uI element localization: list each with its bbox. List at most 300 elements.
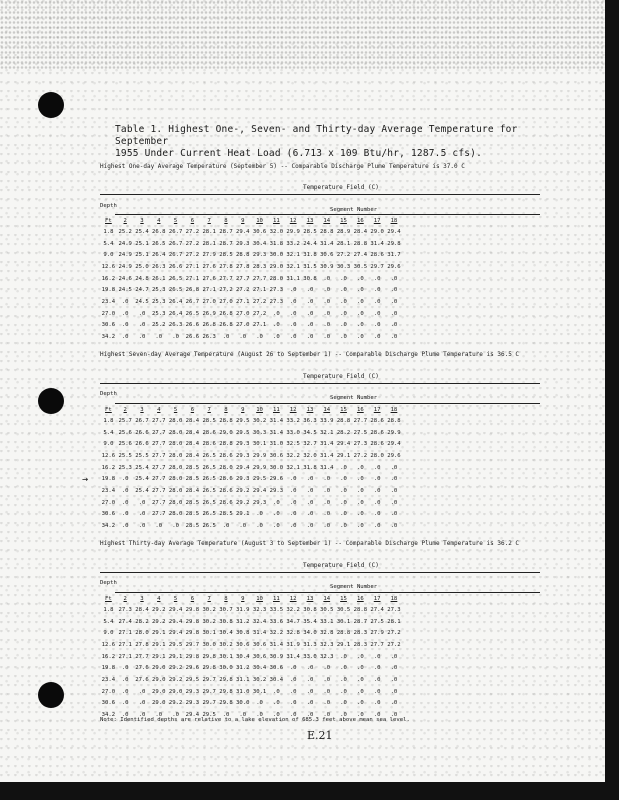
temperature-cell: 31.4: [252, 630, 267, 637]
temperature-cell: 26.6: [168, 263, 183, 270]
temperature-cell: 25.4: [135, 476, 149, 483]
depth-cell: 34.2: [101, 712, 116, 719]
temperature-cell: .0: [306, 334, 314, 341]
temperature-cell: .0: [356, 653, 364, 660]
temperature-cell: .0: [272, 310, 280, 317]
temperature-cell: .0: [340, 523, 347, 530]
temperature-cell: 26.8: [219, 322, 233, 329]
table-row: [100, 497, 402, 509]
temperature-cell: .0: [373, 676, 381, 683]
temperature-cell: 27.7: [152, 511, 166, 518]
depth-cell: 9.0: [103, 252, 114, 259]
temperature-cell: .0: [323, 310, 331, 317]
temperature-cell: .0: [340, 334, 347, 341]
temperature-cell: 28.4: [185, 429, 200, 436]
temperature-cell: 28.6: [202, 429, 216, 436]
temperature-cell: .0: [306, 476, 314, 483]
temperature-cell: 32.7: [303, 441, 317, 448]
temperature-cell: .0: [138, 712, 146, 719]
temperature-cell: 27.7: [370, 641, 384, 648]
temperature-cell: 29.1: [336, 452, 351, 459]
temperature-cell: 29.9: [286, 228, 300, 235]
table-row: [100, 473, 402, 485]
temperature-cell: 27.0: [236, 322, 250, 329]
temperature-cell: 29.4: [387, 441, 401, 448]
temperature-cell: 31.0: [236, 688, 250, 695]
depth-cell: 16.2: [101, 275, 116, 282]
scan-edge-bottom: [0, 782, 619, 800]
temperature-cell: .0: [289, 688, 297, 695]
temperature-cell: 24.6: [118, 275, 132, 282]
temperature-cell: 30.8: [303, 606, 317, 613]
temperature-cell: 32.3: [320, 653, 334, 660]
temperature-cell: 29.2: [152, 606, 166, 613]
temperature-cell: .0: [340, 310, 347, 317]
temperature-cell: 29.8: [219, 676, 233, 683]
segment-number-header: 17: [373, 218, 381, 224]
punch-hole-icon: [38, 92, 64, 118]
temperature-cell: .0: [356, 298, 364, 305]
segment-number-label: Segment Number: [330, 584, 378, 590]
temperature-cell: .0: [306, 310, 314, 317]
temperature-cell: 28.4: [185, 441, 200, 448]
temperature-cell: 32.5: [286, 441, 300, 448]
temperature-cell: 31.1: [286, 275, 300, 282]
temperature-cell: .0: [289, 476, 297, 483]
segment-number-header: 3: [140, 596, 144, 602]
temperature-cell: .0: [373, 700, 381, 707]
depth-cell: 12.6: [101, 263, 116, 270]
temperature-cell: .0: [256, 334, 263, 341]
table-row: [100, 261, 402, 273]
temperature-cell: 27.1: [118, 641, 132, 648]
temperature-cell: 30.8: [236, 630, 250, 637]
temperature-cell: 28.0: [168, 464, 183, 471]
temperature-cell: 33.0: [303, 653, 317, 660]
temperature-cell: .0: [121, 712, 129, 719]
footnote: Note: Identified depths are relative to a lake elevation of 685.3 feet above mean sea level.: [100, 717, 410, 723]
temperature-cell: 29.2: [168, 700, 183, 707]
temperature-cell: 30.5: [320, 606, 334, 613]
temperature-cell: .0: [390, 476, 398, 483]
temperature-cell: 30.4: [269, 676, 284, 683]
temperature-cell: .0: [272, 334, 280, 341]
segment-number-header: 2: [123, 407, 127, 413]
temperature-cell: .0: [373, 523, 381, 530]
segment-number-header: 4: [157, 407, 161, 413]
temperature-cell: 32.2: [286, 452, 300, 459]
temperature-cell: 30.5: [336, 606, 351, 613]
temperature-cell: 29.4: [168, 618, 183, 625]
segment-number-header: 13: [306, 218, 314, 224]
table-row: [100, 674, 402, 686]
temperature-cell: 26.5: [168, 287, 183, 294]
table-row: [100, 296, 402, 308]
segment-number-header: 15: [340, 407, 347, 413]
temperature-cell: 27.1: [202, 287, 216, 294]
depth-cell: 30.6: [101, 700, 116, 707]
temperature-cell: 27.2: [185, 240, 200, 247]
temperature-cell: .0: [323, 487, 331, 494]
segment-number-header: 18: [390, 218, 398, 224]
temperature-cell: .0: [239, 712, 247, 719]
column-header-row: [100, 594, 402, 604]
temperature-cell: 27.2: [252, 298, 267, 305]
temperature-cell: 25.3: [152, 287, 166, 294]
temperature-cell: 29.3: [185, 700, 200, 707]
temperature-cell: 31.4: [320, 240, 334, 247]
temperature-cell: .0: [306, 499, 314, 506]
temperature-cell: 26.5: [168, 275, 183, 282]
temperature-cell: .0: [272, 499, 280, 506]
temperature-cell: 29.0: [152, 676, 166, 683]
temperature-cell: .0: [323, 700, 331, 707]
depth-unit-header: Ft: [105, 596, 112, 602]
temperature-cell: 30.8: [303, 275, 317, 282]
temperature-cell: .0: [272, 700, 280, 707]
temperature-cell: 26.6: [185, 334, 200, 341]
temperature-cell: 29.9: [387, 429, 401, 436]
temperature-cell: .0: [306, 665, 314, 672]
temperature-cell: 25.3: [152, 298, 166, 305]
temperature-cell: 29.2: [152, 618, 166, 625]
temperature-cell: .0: [239, 523, 247, 530]
depth-cell: 30.6: [101, 511, 116, 518]
temperature-cell: .0: [306, 523, 314, 530]
temperature-cell: 28.0: [219, 464, 233, 471]
temperature-cell: 26.6: [135, 441, 149, 448]
temperature-cell: 26.3: [152, 263, 166, 270]
depth-cell: 1.8: [103, 606, 114, 613]
temperature-cell: .0: [306, 676, 314, 683]
temperature-cell: .0: [340, 688, 347, 695]
temperature-cell: .0: [323, 322, 331, 329]
temperature-cell: 31.5: [303, 263, 317, 270]
temperature-cell: 33.2: [286, 240, 300, 247]
temperature-cell: 31.4: [320, 464, 334, 471]
temperature-cell: 30.0: [236, 700, 250, 707]
temperature-cell: 29.7: [370, 263, 384, 270]
temperature-cell: .0: [390, 499, 398, 506]
temperature-cell: .0: [121, 665, 129, 672]
temperature-cell: .0: [390, 464, 398, 471]
temperature-cell: .0: [121, 310, 129, 317]
temperature-cell: 29.0: [152, 665, 166, 672]
temperature-cell: .0: [323, 476, 331, 483]
temperature-cell: .0: [390, 511, 398, 518]
temperature-cell: .0: [121, 523, 129, 530]
temperature-cell: 29.5: [252, 476, 267, 483]
depth-label: Depth: [100, 580, 117, 586]
temperature-cell: 27.1: [252, 322, 267, 329]
temperature-cell: .0: [390, 653, 398, 660]
temperature-cell: 28.0: [168, 476, 183, 483]
temperature-cell: 31.9: [286, 641, 300, 648]
temperature-cell: .0: [172, 712, 179, 719]
segment-number-header: 6: [190, 407, 195, 413]
temperature-cell: .0: [356, 712, 364, 719]
temperature-cell: 26.3: [168, 322, 183, 329]
temperature-cell: 28.8: [336, 630, 351, 637]
temperature-cell: 28.5: [219, 252, 233, 259]
temperature-cell: 28.1: [202, 228, 216, 235]
temperature-cell: 32.1: [320, 429, 334, 436]
temperature-cell: 28.5: [185, 499, 200, 506]
temperature-cell: 32.1: [286, 252, 300, 259]
temperature-cell: 29.1: [152, 630, 166, 637]
temperature-cell: 25.4: [135, 487, 149, 494]
temperature-cell: 27.1: [185, 263, 200, 270]
temperature-cell: .0: [239, 334, 247, 341]
temperature-cell: 29.1: [236, 511, 250, 518]
temperature-cell: 28.7: [219, 228, 233, 235]
temperature-cell: 26.5: [202, 452, 216, 459]
rule: [100, 572, 540, 573]
temperature-cell: .0: [121, 322, 129, 329]
temperature-cell: 29.4: [236, 228, 250, 235]
temperature-cell: 29.6: [387, 263, 401, 270]
temperature-cell: 30.1: [202, 630, 216, 637]
temperature-cell: 28.6: [370, 441, 384, 448]
temperature-cell: 28.4: [185, 487, 200, 494]
temperature-cell: 24.9: [118, 252, 132, 259]
segment-number-header: 6: [190, 218, 195, 224]
temperature-cell: .0: [340, 653, 347, 660]
depth-cell: 12.6: [101, 452, 116, 459]
temperature-cell: 25.1: [135, 252, 149, 259]
temperature-cell: .0: [289, 511, 297, 518]
segment-number-header: 13: [306, 407, 314, 413]
temperature-cell: 26.4: [168, 310, 183, 317]
temperature-cell: 28.7: [353, 618, 368, 625]
table-row: [100, 651, 402, 663]
temperature-cell: 25.3: [152, 310, 166, 317]
temperature-cell: 34.0: [303, 630, 317, 637]
temperature-cell: 29.8: [185, 630, 200, 637]
column-header-row: [100, 216, 402, 226]
temperature-cell: .0: [356, 287, 364, 294]
segment-number-header: 18: [390, 596, 398, 602]
temperature-cell: 29.3: [252, 252, 267, 259]
temperature-cell: .0: [356, 487, 364, 494]
temperature-cell: 30.2: [202, 606, 216, 613]
temperature-cell: .0: [323, 712, 331, 719]
temperature-cell: 29.7: [202, 700, 216, 707]
temperature-cell: 27.1: [118, 653, 132, 660]
temperature-cell: 29.1: [152, 641, 166, 648]
table-row: [100, 520, 402, 532]
temperature-cell: 29.5: [202, 712, 216, 719]
temperature-cell: 30.6: [252, 653, 267, 660]
table-title: [115, 124, 555, 160]
temperature-cell: 26.4: [168, 298, 183, 305]
temperature-cell: .0: [323, 334, 331, 341]
temperature-cell: 29.5: [185, 676, 200, 683]
temperature-cell: 29.1: [336, 641, 351, 648]
temperature-cell: 27.7: [219, 275, 233, 282]
segment-number-header: 13: [306, 596, 314, 602]
temperature-cell: 29.0: [168, 688, 183, 695]
temperature-cell: .0: [138, 688, 146, 695]
arrow-marker-icon: →: [82, 474, 89, 485]
temperature-cell: 26.8: [219, 310, 233, 317]
temperature-cell: 26.5: [202, 499, 216, 506]
temperature-cell: 28.0: [168, 452, 183, 459]
temperature-cell: 28.8: [353, 606, 368, 613]
temperature-cell: 27.6: [135, 676, 149, 683]
depth-cell: 23.4: [101, 298, 116, 305]
temperature-cell: 32.3: [252, 606, 267, 613]
segment-number-label: Segment Number: [330, 207, 378, 213]
temperature-cell: 30.5: [353, 263, 368, 270]
temperature-cell: 25.0: [135, 263, 149, 270]
temperature-cell: 29.0: [219, 429, 233, 436]
temperature-cell: .0: [289, 310, 297, 317]
depth-unit-header: Ft: [105, 218, 112, 224]
temperature-cell: 31.4: [320, 452, 334, 459]
temperature-cell: 27.2: [219, 287, 233, 294]
temperature-cell: .0: [256, 700, 263, 707]
temperature-cell: 29.6: [387, 452, 401, 459]
temperature-cell: 28.0: [370, 452, 384, 459]
rule: [100, 194, 540, 195]
temperature-cell: 30.0: [219, 665, 233, 672]
temperature-cell: 28.6: [202, 441, 216, 448]
temperature-cell: 27.9: [202, 252, 216, 259]
temperature-cell: 28.5: [185, 464, 200, 471]
temperature-cell: 31.8: [303, 252, 317, 259]
table-row: [100, 226, 402, 238]
section-subtitle: Highest Thirty-day Average Temperature (August 3 to September 1) -- Comparable Discharge Plume Temperature is 36.2 C: [100, 540, 520, 547]
temperature-cell: .0: [373, 310, 381, 317]
temperature-cell: 26.5: [202, 464, 216, 471]
temperature-cell: 24.5: [118, 287, 132, 294]
depth-cell: 27.0: [101, 688, 116, 695]
temperature-cell: .0: [373, 688, 381, 695]
temperature-cell: 27.8: [135, 641, 149, 648]
temperature-cell: 27.7: [152, 429, 166, 436]
temperature-cell: 27.3: [353, 441, 368, 448]
temperature-cell: .0: [340, 487, 347, 494]
temperature-cell: 27.6: [202, 275, 216, 282]
temperature-cell: .0: [172, 334, 179, 341]
temperature-cell: 28.5: [185, 476, 200, 483]
temperature-field-label: Temperature Field (C): [303, 562, 379, 569]
temperature-cell: .0: [373, 334, 381, 341]
temperature-cell: 29.8: [387, 240, 401, 247]
temperature-cell: 29.4: [236, 464, 250, 471]
temperature-cell: 31.0: [269, 441, 284, 448]
temperature-cell: 26.5: [202, 476, 216, 483]
table-row: [100, 662, 402, 674]
scan-noise-top: [0, 0, 619, 70]
temperature-cell: 27.2: [353, 452, 368, 459]
temperature-cell: 30.0: [202, 641, 216, 648]
temperature-cell: 25.1: [135, 240, 149, 247]
temperature-cell: .0: [390, 322, 398, 329]
depth-cell: 34.2: [101, 334, 116, 341]
temperature-cell: .0: [289, 665, 297, 672]
temperature-cell: 29.9: [252, 464, 267, 471]
depth-cell: 19.8: [101, 287, 116, 294]
temperature-cell: 27.7: [152, 476, 166, 483]
depth-cell: 27.0: [101, 499, 116, 506]
temperature-cell: 30.1: [219, 653, 233, 660]
temperature-cell: .0: [138, 499, 146, 506]
temperature-cell: .0: [323, 499, 331, 506]
temperature-cell: 29.4: [336, 441, 351, 448]
table-row: [100, 331, 402, 343]
temperature-cell: 29.6: [269, 476, 284, 483]
temperature-cell: 26.8: [185, 287, 200, 294]
temperature-cell: 28.6: [219, 499, 233, 506]
temperature-cell: .0: [356, 511, 364, 518]
segment-number-header: 18: [390, 407, 398, 413]
temperature-cell: .0: [340, 700, 347, 707]
segment-number-header: 17: [373, 596, 381, 602]
temperature-cell: 26.5: [202, 511, 216, 518]
temperature-cell: .0: [340, 511, 347, 518]
temperature-cell: 30.2: [202, 618, 216, 625]
temperature-cell: .0: [256, 712, 263, 719]
temperature-cell: .0: [306, 298, 314, 305]
temperature-cell: 29.3: [236, 452, 250, 459]
temperature-cell: .0: [390, 275, 398, 282]
depth-cell: 16.2: [101, 464, 116, 471]
temperature-cell: 29.0: [370, 228, 384, 235]
temperature-cell: 30.4: [236, 653, 250, 660]
temperature-cell: 26.9: [202, 310, 216, 317]
temperature-cell: 27.7: [152, 417, 166, 424]
temperature-cell: 29.7: [202, 688, 216, 695]
temperature-cell: 31.4: [269, 429, 284, 436]
temperature-cell: 28.6: [370, 417, 384, 424]
temperature-cell: 29.3: [269, 487, 284, 494]
temperature-cell: 29.2: [236, 487, 250, 494]
temperature-cell: .0: [289, 334, 297, 341]
temperature-cell: 28.1: [202, 240, 216, 247]
temperature-cell: .0: [373, 287, 381, 294]
temperature-cell: 28.4: [353, 228, 368, 235]
temperature-cell: 30.1: [336, 618, 351, 625]
temperature-cell: .0: [373, 653, 381, 660]
temperature-cell: 30.3: [336, 263, 351, 270]
temperature-cell: 27.0: [202, 298, 216, 305]
temperature-cell: 29.2: [168, 665, 183, 672]
temperature-cell: 27.3: [387, 606, 401, 613]
temperature-cell: 32.0: [269, 228, 284, 235]
temperature-cell: 27.7: [152, 452, 166, 459]
temperature-cell: 28.8: [219, 417, 233, 424]
temperature-cell: .0: [138, 322, 146, 329]
temperature-cell: 27.4: [370, 606, 384, 613]
temperature-cell: .0: [373, 275, 381, 282]
depth-cell: 30.6: [101, 322, 116, 329]
temperature-cell: 30.4: [252, 665, 267, 672]
table-row: [100, 238, 402, 250]
temperature-cell: .0: [390, 334, 398, 341]
segment-number-header: 17: [373, 407, 381, 413]
temperature-cell: 28.8: [387, 417, 401, 424]
temperature-cell: .0: [289, 322, 297, 329]
segment-number-header: 7: [207, 596, 211, 602]
temperature-cell: 29.4: [185, 712, 200, 719]
temperature-cell: .0: [373, 298, 381, 305]
temperature-cell: 28.0: [269, 275, 284, 282]
temperature-cell: 28.5: [303, 228, 317, 235]
temperature-cell: .0: [390, 310, 398, 317]
page-number: E.21: [307, 729, 333, 742]
